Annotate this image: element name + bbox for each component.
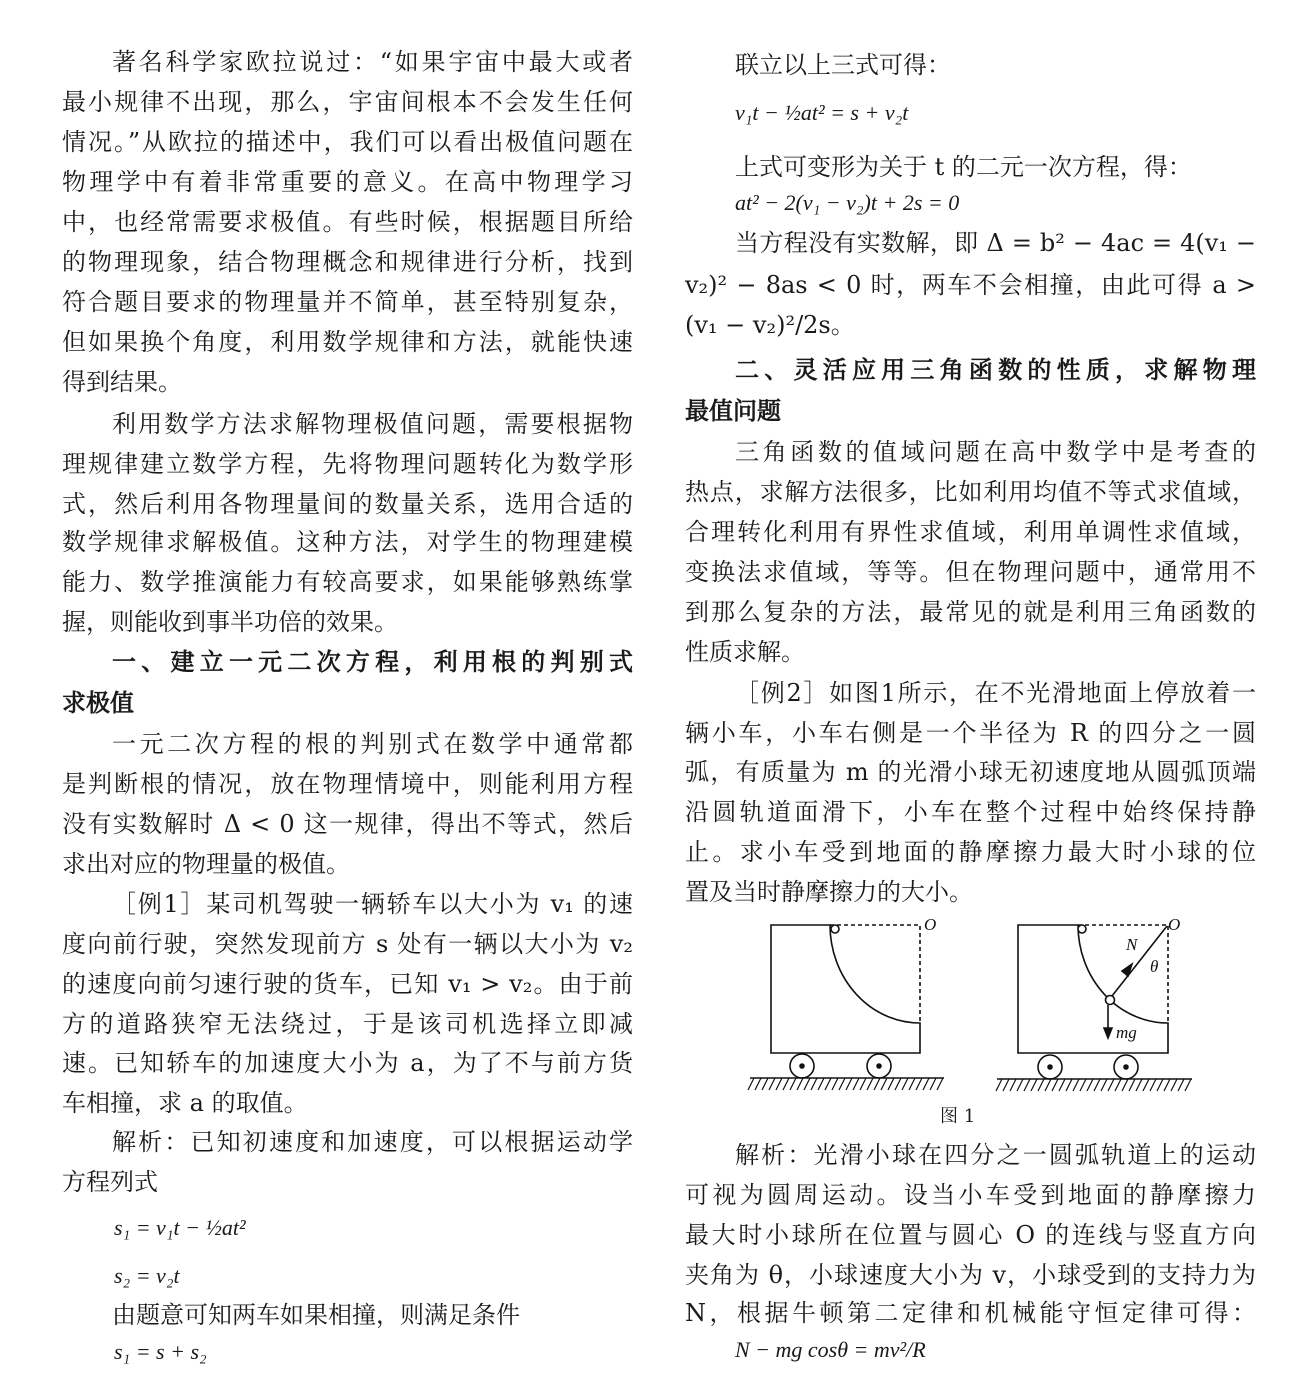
hatch-mark (783, 1078, 789, 1090)
ground-hatching-right (996, 1079, 1191, 1091)
hatch-mark (1129, 1079, 1135, 1091)
hatch-mark (930, 1078, 936, 1090)
hatch-mark (909, 1078, 915, 1090)
hatch-mark (790, 1078, 796, 1090)
hatch-mark (1010, 1079, 1016, 1091)
cart-right (997, 925, 1192, 1079)
text-line: 情况。”从欧拉的描述中，我们可以看出极值问题在 (62, 128, 633, 156)
text-line: 符合题目要求的物理量并不简单，甚至特别复杂， (62, 288, 633, 316)
text-line: 可视为圆周运动。设当小车受到地面的静摩擦力 (685, 1181, 1256, 1209)
hatch-mark (748, 1078, 754, 1090)
text-line: 辆小车，小车右侧是一个半径为 R 的四分之一圆 (685, 719, 1256, 747)
figure-caption: 图 1 (940, 1106, 976, 1127)
hatch-mark (1122, 1079, 1128, 1091)
text-line: 止。求小车受到地面的静摩擦力最大时小球的位 (685, 838, 1256, 866)
hatch-mark (846, 1078, 852, 1090)
hatch-mark (1143, 1079, 1149, 1091)
hatch-mark (1003, 1079, 1009, 1091)
text-line: 联立以上三式可得： (735, 51, 951, 79)
hatch-mark (895, 1078, 901, 1090)
text-line: 的物理现象，结合物理概念和规律进行分析，找到 (62, 248, 633, 276)
hatch-mark (1031, 1079, 1037, 1091)
hatch-mark (916, 1078, 922, 1090)
hatch-mark (776, 1078, 782, 1090)
hatch-mark (1136, 1079, 1142, 1091)
text-line: 热点，求解方法很多，比如利用均值不等式求值域， (685, 478, 1256, 506)
text-line: 握，则能收到事半功倍的效果。 (62, 608, 398, 636)
label-center-o: O (924, 915, 937, 934)
hatch-mark (902, 1078, 908, 1090)
hatch-mark (996, 1079, 1002, 1091)
hatch-mark (762, 1078, 768, 1090)
hatch-mark (1157, 1079, 1163, 1091)
text-line: 度向前行驶，突然发现前方 s 处有一辆以大小为 v₂ (62, 930, 633, 958)
text-line: (v₁ − v₂)²/2s。 (685, 311, 855, 339)
text-line: 中，也经常需要求极值。有些时候，根据题目所给 (62, 208, 633, 236)
text-line: 的速度向前匀速行驶的货车，已知 v₁ > v₂。由于前 (62, 970, 633, 998)
hatch-mark (825, 1078, 831, 1090)
text-line: 解析：已知初速度和加速度，可以根据运动学 (112, 1128, 633, 1156)
text-line: 式，然后利用各物理量间的数量关系，选用合适的 (62, 490, 633, 518)
hatch-mark (874, 1078, 880, 1090)
text-line: 但如果换个角度，利用数学规律和方法，就能快速 (62, 328, 633, 356)
hatch-mark (1052, 1079, 1058, 1091)
hatch-mark (888, 1078, 894, 1090)
hatch-mark (1150, 1079, 1156, 1091)
text-line: 到那么复杂的方法，最常见的就是利用三角函数的 (685, 598, 1256, 626)
hatch-mark (923, 1078, 929, 1090)
hatch-mark (937, 1078, 943, 1090)
hatch-mark (1080, 1079, 1086, 1091)
hatch-mark (797, 1078, 803, 1090)
hatch-mark (867, 1078, 873, 1090)
formula-line: at² − 2(v₁ − v₂)t + 2s = 0 (735, 190, 960, 215)
section-heading-line: 求极值 (62, 689, 134, 717)
text-line: 三角函数的值域问题在高中数学中是考查的 (735, 438, 1256, 466)
hatch-mark (1108, 1079, 1114, 1091)
text-line: 置及当时静摩擦力的大小。 (685, 878, 973, 906)
text-line: 得到结果。 (62, 368, 182, 396)
text-line: 最小规律不出现，那么，宇宙间根本不会发生任何 (62, 88, 633, 116)
hatch-mark (769, 1078, 775, 1090)
text-line: 求出对应的物理量的极值。 (62, 850, 350, 878)
hatch-mark (832, 1078, 838, 1090)
text-line: 物理学中有着非常重要的意义。在高中物理学习 (62, 168, 633, 196)
text-line: 数学规律求解极值。这种方法，对学生的物理建模 (62, 528, 633, 556)
ground-hatching-left (748, 1078, 943, 1090)
text-line: 一元二次方程的根的判别式在数学中通常都 (112, 730, 633, 758)
section-heading-line: 二、灵活应用三角函数的性质，求解物理 (735, 356, 1256, 384)
hatch-mark (1045, 1079, 1051, 1091)
hatch-mark (1087, 1079, 1093, 1091)
hatch-mark (1017, 1079, 1023, 1091)
text-line: 著名科学家欧拉说过：“如果宇宙中最大或者 (112, 48, 633, 76)
text-line: 没有实数解时 Δ < 0 这一规律，得出不等式，然后 (62, 810, 633, 838)
text-line: 上式可变形为关于 t 的二元一次方程，得： (735, 153, 1192, 181)
text-line: ［例1］某司机驾驶一辆轿车以大小为 v₁ 的速 (112, 890, 633, 918)
hatch-mark (1073, 1079, 1079, 1091)
section-heading-line: 最值问题 (685, 397, 781, 425)
hatch-mark (1024, 1079, 1030, 1091)
formula-line: s₂ = v₂t (114, 1263, 180, 1288)
formula-line: v₁t − ½at² = s + v₂t (735, 100, 909, 125)
text-line: 车相撞，求 a 的取值。 (62, 1089, 308, 1117)
text-line: 方程列式 (62, 1168, 158, 1196)
text-line: N，根据牛顿第二定律和机械能守恒定律可得： (685, 1299, 1256, 1327)
label-normal-force: N (1126, 935, 1138, 954)
section-heading-line: 一、建立一元二次方程，利用根的判别式 (112, 648, 633, 676)
hatch-mark (818, 1078, 824, 1090)
text-line: 方的道路狭窄无法绕过，于是该司机选择立即减 (62, 1010, 633, 1038)
hatch-mark (1038, 1079, 1044, 1091)
text-line: 合理转化利用有界性求值域，利用单调性求值域， (685, 518, 1256, 546)
hatch-mark (1094, 1079, 1100, 1091)
text-line: 由题意可知两车如果相撞，则满足条件 (112, 1301, 520, 1329)
hatch-mark (1066, 1079, 1072, 1091)
hatch-mark (1101, 1079, 1107, 1091)
text-line: 弧，有质量为 m 的光滑小球无初速度地从圆弧顶端 (685, 758, 1256, 786)
formula-line: s₁ = v₁t − ½at² (114, 1215, 246, 1240)
hatch-mark (839, 1078, 845, 1090)
text-line: 夹角为 θ，小球速度大小为 v，小球受到的支持力为 (685, 1261, 1256, 1289)
hatch-mark (1178, 1079, 1184, 1091)
text-line: 速。已知轿车的加速度大小为 a，为了不与前方货 (62, 1049, 633, 1077)
cart-left (750, 925, 944, 1078)
text-line: 变换法求值域，等等。但在物理问题中，通常用不 (685, 558, 1256, 586)
hatch-mark (755, 1078, 761, 1090)
hatch-mark (1059, 1079, 1065, 1091)
text-line: ［例2］如图1所示，在不光滑地面上停放着一 (735, 679, 1256, 707)
hatch-mark (1185, 1079, 1191, 1091)
text-line: 利用数学方法求解物理极值问题，需要根据物 (112, 410, 633, 438)
text-line: 沿圆轨道面滑下，小车在整个过程中始终保持静 (685, 798, 1256, 826)
hatch-mark (881, 1078, 887, 1090)
hatch-mark (1115, 1079, 1121, 1091)
label-center-o-right: O (1168, 915, 1181, 934)
text-line: 能力、数学推演能力有较高要求，如果能够熟练掌 (62, 568, 633, 596)
text-line: 解析：光滑小球在四分之一圆弧轨道上的运动 (735, 1141, 1256, 1169)
text-line: 是判断根的情况，放在物理情境中，则能利用方程 (62, 770, 633, 798)
hatch-mark (1171, 1079, 1177, 1091)
text-line: 性质求解。 (685, 638, 805, 666)
formula-line: s₁ = s + s₂ (114, 1339, 207, 1364)
hatch-mark (804, 1078, 810, 1090)
label-gravity-mg: mg (1116, 1023, 1137, 1042)
hatch-mark (811, 1078, 817, 1090)
text-line: 理规律建立数学方程，先将物理问题转化为数学形 (62, 450, 633, 478)
hatch-mark (853, 1078, 859, 1090)
text-line: 最大时小球所在位置与圆心 O 的连线与竖直方向 (685, 1221, 1256, 1249)
formula-line: N − mg cosθ = mv²/R (735, 1337, 926, 1362)
text-line: v₂)² − 8as < 0 时，两车不会相撞，由此可得 a > (685, 271, 1256, 299)
label-angle-theta: θ (1150, 957, 1159, 976)
hatch-mark (1164, 1079, 1170, 1091)
text-line: 当方程没有实数解，即 Δ = b² − 4ac = 4(v₁ − (735, 229, 1256, 257)
hatch-mark (860, 1078, 866, 1090)
